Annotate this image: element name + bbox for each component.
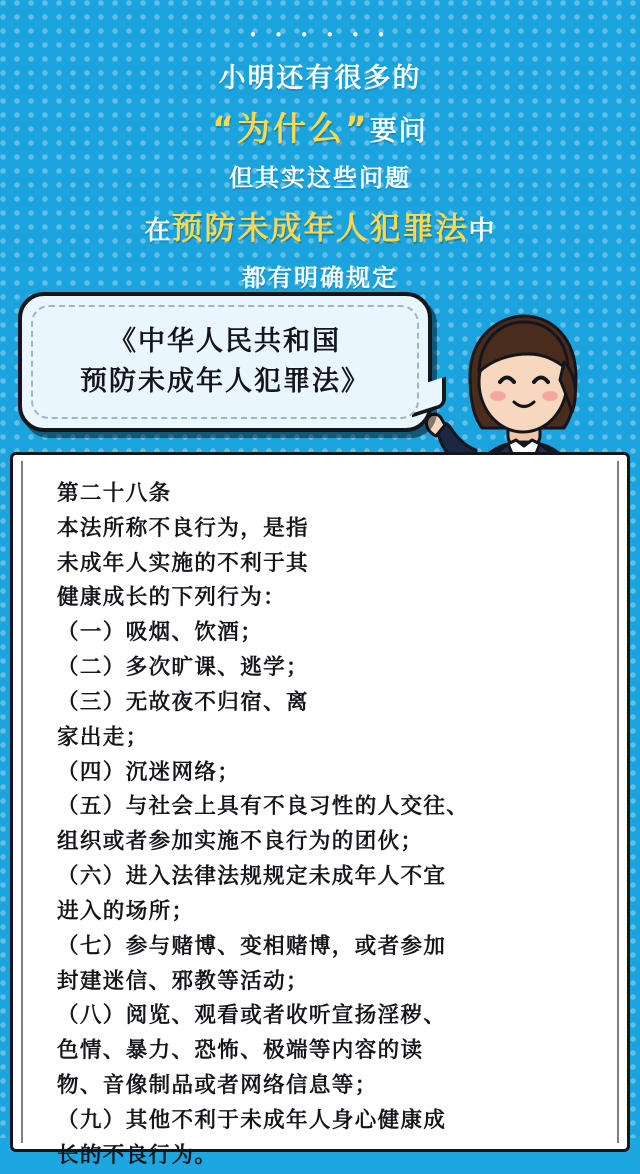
law-article-title: 第二十八条: [57, 481, 172, 506]
law-paragraph: 封建迷信、邪教等活动；: [57, 968, 309, 994]
law-title-speech-bubble: [18, 292, 432, 432]
decorative-dots: • • • • • •: [248, 26, 392, 44]
law-paragraph: （一）吸烟、饮酒；: [57, 620, 264, 646]
law-paragraph: （九）其他不利于未成年人身心健康成: [57, 1107, 447, 1133]
headline-line-4-prefix: 在: [144, 216, 172, 246]
headline-line-4: [0, 203, 640, 248]
headline-line-5: 都有明确规定: [242, 264, 398, 292]
law-paragraph: （二）多次旷课、逃学；: [57, 655, 309, 681]
law-paragraph: 本法所称不良行为，是指: [57, 515, 309, 541]
law-paragraph: （七）参与赌博、变相赌博，或者参加: [57, 933, 447, 959]
headline-line-1: 小明还有很多的: [218, 63, 422, 94]
law-text-body: [57, 477, 597, 1174]
headline-why-highlight: “为什么”: [212, 109, 370, 148]
card-left-edge: [21, 461, 23, 1143]
law-paragraph: （五）与社会上具有不良习性的人交往、: [57, 794, 470, 820]
law-paragraph: 健康成长的下列行为：: [57, 585, 287, 611]
law-paragraph: 长的不良行为。: [57, 1142, 218, 1168]
headline-line-2-tail: 要问: [369, 116, 428, 147]
speech-bubble-inner-frame: [31, 305, 419, 419]
headline-line-4-suffix: 中: [468, 216, 496, 246]
law-title-line-2: 预防未成年人犯罪法》: [80, 366, 370, 397]
law-paragraph: （四）沉迷网络；: [57, 759, 241, 785]
law-paragraph: 未成年人实施的不利于其: [57, 550, 309, 576]
law-paragraph: 家出走；: [57, 724, 149, 750]
headline-law-name: 预防未成年人犯罪法: [171, 211, 469, 247]
headline-line-2: [0, 103, 640, 150]
law-paragraph: （六）进入法律法规规定未成年人不宜: [57, 864, 447, 890]
law-paragraph: 组织或者参加实施不良行为的团伙；: [57, 829, 424, 855]
law-title-line-1: 《中华人民共和国: [109, 325, 341, 357]
headline-line-3: 但其实这些问题: [229, 164, 411, 192]
law-paragraph: （三）无故夜不归宿、离: [57, 689, 309, 715]
law-paragraph: 进入的场所；: [57, 898, 195, 924]
law-paragraph: 物、音像制品或者网络信息等；: [57, 1073, 378, 1099]
headline-block: [0, 46, 640, 293]
law-text-card: [10, 452, 630, 1168]
law-paragraph: 色情、暴力、恐怖、极端等内容的读: [57, 1038, 424, 1064]
law-paragraph: （八）阅览、观看或者收听宣扬淫秽、: [57, 1003, 447, 1029]
card-right-edge: [617, 461, 619, 1143]
